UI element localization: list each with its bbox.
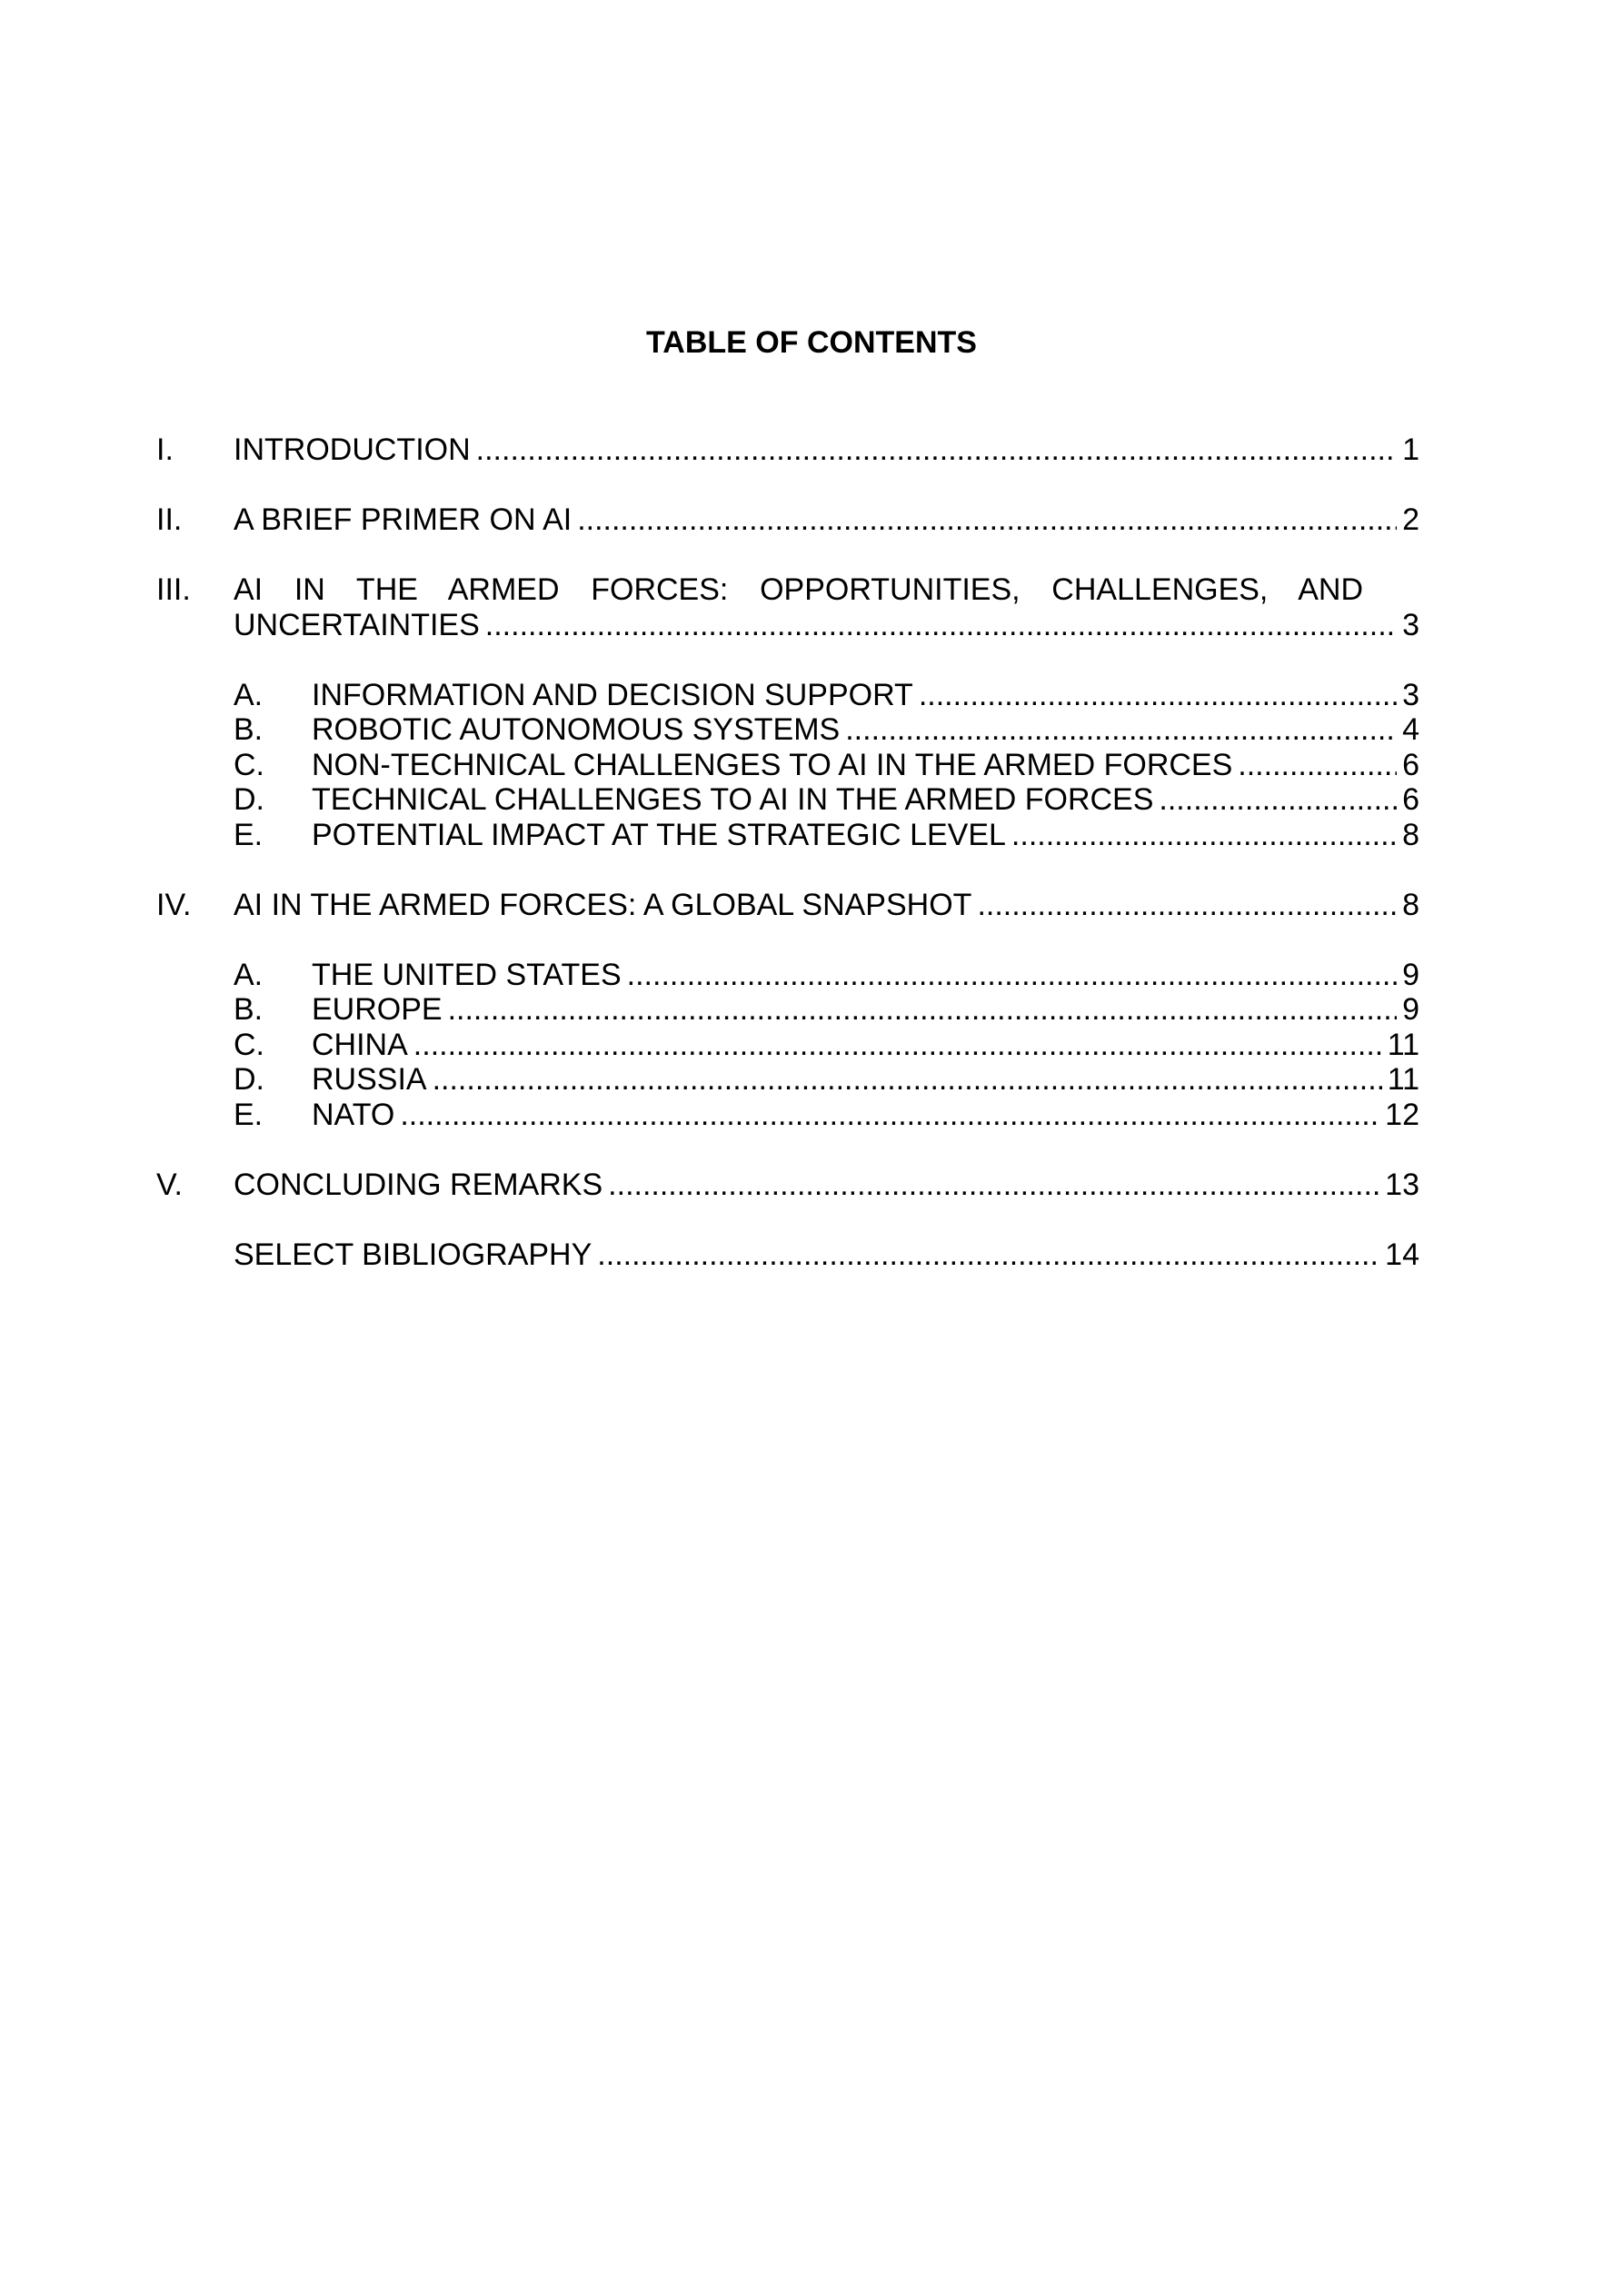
toc-entry-primer[interactable] [156,502,1419,538]
toc-subentry[interactable] [156,958,1419,993]
toc-entry-label: SELECT BIBLIOGRAPHY [234,1237,592,1272]
toc-sub-list [156,678,1419,853]
toc-subentry-label: POTENTIAL IMPACT AT THE STRATEGIC LEVEL [312,817,1006,852]
toc-subentry-label: RUSSIA [312,1062,427,1097]
dot-leader [476,432,1397,468]
toc-subentry-page: 12 [1385,1097,1419,1132]
toc-subentry-letter: B. [234,992,264,1027]
toc-subentry-label: INFORMATION AND DECISION SUPPORT [312,677,913,712]
toc-subentry-page: 11 [1387,1062,1419,1097]
toc-subentry-letter: D. [234,1062,264,1097]
dot-leader [597,1237,1379,1273]
toc-subentry-page: 6 [1402,782,1419,817]
toc-entry-armed-forces[interactable] [156,572,1419,852]
toc-subentry[interactable] [156,748,1419,783]
toc-list [156,432,1419,1272]
dot-leader [845,712,1397,748]
toc-subentry-label: THE UNITED STATES [312,957,622,992]
toc-subentry-label: ROBOTIC AUTONOMOUS SYSTEMS [312,712,841,747]
toc-entry-number: I. [156,432,174,467]
toc-entry-page: 1 [1402,432,1419,467]
toc-subentry-label: CHINA [312,1027,408,1062]
toc-entry-bibliography[interactable] [156,1237,1419,1273]
toc-entry-page: 14 [1385,1237,1419,1272]
dot-leader [608,1168,1379,1203]
toc-entry-label-line2: UNCERTAINTIES [234,607,480,642]
dot-leader [1011,818,1397,853]
toc-subentry[interactable] [156,782,1419,818]
toc-entry-page: 3 [1402,607,1419,642]
toc-subentry[interactable] [156,992,1419,1028]
toc-subentry[interactable] [156,1098,1419,1133]
toc-subentry[interactable] [156,818,1419,853]
toc-entry-label-line1: AI IN THE ARMED FORCES: OPPORTUNITIES, CHALLENGES, AND [234,572,1363,607]
toc-sub-list [156,958,1419,1133]
toc-entry-number: III. [156,572,191,607]
toc-subentry-label: TECHNICAL CHALLENGES TO AI IN THE ARMED FORCES [312,782,1154,817]
toc-subentry-letter: A. [234,677,264,712]
toc-title: TABLE OF CONTENTS [646,325,977,360]
dot-leader [919,678,1397,713]
toc-entry-label: A BRIEF PRIMER ON AI [234,502,573,537]
toc-subentry-label: EUROPE [312,992,443,1027]
toc-subentry-page: 8 [1402,817,1419,852]
toc-entry-global-snapshot[interactable] [156,888,1419,1133]
toc-entry-page: 2 [1402,502,1419,537]
toc-subentry-letter: B. [234,712,264,747]
toc-entry-page: 8 [1402,887,1419,922]
dot-leader [413,1028,1382,1063]
toc-entry-concluding-remarks[interactable] [156,1168,1419,1203]
toc-subentry-letter: A. [234,957,264,992]
dot-leader [627,958,1397,993]
dot-leader [485,608,1397,643]
toc-entry-label: CONCLUDING REMARKS [234,1167,603,1202]
toc-subentry-letter: C. [234,1027,264,1062]
toc-subentry-page: 4 [1402,712,1419,747]
dot-leader [433,1062,1382,1098]
toc-subentry-label: NON-TECHNICAL CHALLENGES TO AI IN THE ARMED FORCES [312,747,1233,782]
toc-subentry-letter: C. [234,747,264,782]
toc-subentry-page: 9 [1402,992,1419,1027]
toc-entry-number: V. [156,1167,184,1202]
toc-entry-number: II. [156,502,183,537]
toc-entry-page: 13 [1385,1167,1419,1202]
toc-subentry[interactable] [156,1028,1419,1063]
toc-subentry[interactable] [156,678,1419,713]
toc-subentry-page: 9 [1402,957,1419,992]
toc-subentry-label: NATO [312,1097,395,1132]
toc-subentry-letter: E. [234,817,264,852]
toc-subentry[interactable] [156,712,1419,748]
toc-entry-label: INTRODUCTION [234,432,471,467]
dot-leader [1238,748,1397,783]
toc-entry-introduction[interactable] [156,432,1419,468]
toc-subentry-letter: E. [234,1097,264,1132]
dot-leader [577,502,1397,538]
toc-subentry-page: 11 [1387,1027,1419,1062]
toc-entry-label: AI IN THE ARMED FORCES: A GLOBAL SNAPSHOT [234,887,972,922]
toc-subentry-page: 3 [1402,677,1419,712]
toc-entry-number: IV. [156,887,192,922]
toc-subentry[interactable] [156,1062,1419,1098]
dot-leader [977,888,1397,923]
dot-leader [400,1098,1379,1133]
dot-leader [1159,782,1397,818]
dot-leader [448,992,1397,1028]
toc-subentry-letter: D. [234,782,264,817]
toc-subentry-page: 6 [1402,747,1419,782]
